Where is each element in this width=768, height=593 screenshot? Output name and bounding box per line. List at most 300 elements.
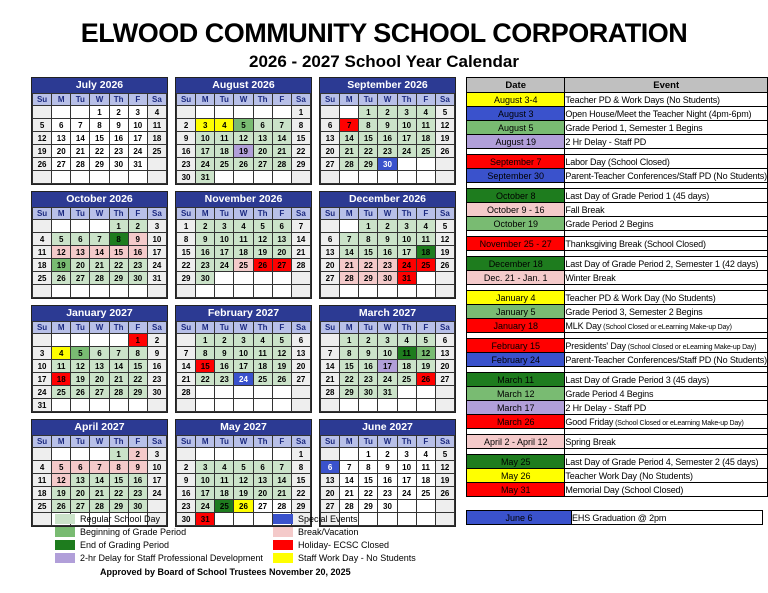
day-cell: 29 bbox=[340, 386, 359, 399]
day-cell: 13 bbox=[321, 246, 340, 259]
event-row bbox=[467, 415, 768, 429]
weekday-header: Sa bbox=[435, 436, 454, 448]
page-subtitle: 2026 - 2027 School Year Calendar bbox=[249, 52, 519, 71]
day-cell bbox=[234, 106, 253, 119]
day-cell bbox=[435, 272, 454, 285]
day-cell: 9 bbox=[177, 132, 196, 145]
month-august-2026 bbox=[175, 77, 312, 185]
day-cell: 13 bbox=[253, 132, 272, 145]
day-cell: 25 bbox=[253, 373, 272, 386]
day-cell: 16 bbox=[359, 360, 378, 373]
day-cell bbox=[234, 399, 253, 412]
day-cell: 3 bbox=[196, 119, 215, 132]
month-title: November 2026 bbox=[176, 192, 311, 207]
legend-label: Staff Work Day - No Students bbox=[298, 552, 416, 563]
event-desc-cell: Parent-Teacher Conferences/Staff PD (No Students) bbox=[565, 354, 767, 365]
legend-label: Special Events bbox=[298, 513, 358, 524]
day-cell: 2 bbox=[215, 334, 234, 347]
event-date-cell: September 30 bbox=[467, 169, 565, 183]
legend-item-break-vacation bbox=[273, 525, 416, 538]
day-cell bbox=[71, 285, 90, 298]
day-cell: 12 bbox=[52, 246, 71, 259]
day-cell: 9 bbox=[215, 347, 234, 360]
weekday-header: Th bbox=[253, 208, 272, 220]
day-cell: 27 bbox=[71, 500, 90, 513]
event-desc-cell: Teacher PD & Work Days (No Students) bbox=[565, 93, 768, 107]
weekday-header: Tu bbox=[71, 94, 90, 106]
day-cell: 18 bbox=[215, 487, 234, 500]
weekday-header: W bbox=[90, 436, 109, 448]
event-date-cell: January 18 bbox=[467, 319, 565, 333]
weekday-header: F bbox=[272, 208, 291, 220]
day-cell: 19 bbox=[272, 360, 291, 373]
day-cell: 23 bbox=[147, 373, 166, 386]
weekday-header: W bbox=[234, 322, 253, 334]
day-cell bbox=[196, 106, 215, 119]
day-cell: 25 bbox=[33, 272, 52, 285]
weekday-header: F bbox=[416, 94, 435, 106]
day-cell: 6 bbox=[321, 233, 340, 246]
day-cell: 4 bbox=[234, 220, 253, 233]
day-cell: 9 bbox=[378, 461, 397, 474]
event-desc-cell: Presidents' Day (School Closed or eLearning Make-up Day) bbox=[565, 339, 768, 353]
weekday-header: Tu bbox=[215, 436, 234, 448]
day-cell: 26 bbox=[234, 500, 253, 513]
day-cell bbox=[253, 448, 272, 461]
weekday-header: Sa bbox=[435, 208, 454, 220]
weekday-header: W bbox=[90, 94, 109, 106]
day-cell: 22 bbox=[128, 373, 147, 386]
day-cell: 9 bbox=[196, 233, 215, 246]
legend-swatch bbox=[55, 527, 75, 537]
day-cell bbox=[340, 220, 359, 233]
weekday-header: W bbox=[378, 208, 397, 220]
day-cell bbox=[416, 285, 435, 298]
day-cell bbox=[340, 448, 359, 461]
weekday-header: Th bbox=[253, 322, 272, 334]
day-cell: 8 bbox=[359, 233, 378, 246]
event-date-cell: August 5 bbox=[467, 121, 565, 135]
legend-item-special-events bbox=[273, 512, 416, 525]
day-cell bbox=[71, 399, 90, 412]
weekday-header: W bbox=[378, 94, 397, 106]
day-cell bbox=[71, 106, 90, 119]
weekday-header: F bbox=[128, 208, 147, 220]
day-cell: 26 bbox=[435, 259, 454, 272]
day-cell bbox=[128, 399, 147, 412]
day-cell: 1 bbox=[109, 448, 128, 461]
month-july-2026 bbox=[31, 77, 168, 185]
day-cell: 25 bbox=[215, 158, 234, 171]
day-cell: 14 bbox=[321, 360, 340, 373]
day-cell bbox=[234, 285, 253, 298]
day-cell bbox=[128, 171, 147, 184]
weekday-header: Th bbox=[109, 94, 128, 106]
day-cell: 27 bbox=[291, 373, 310, 386]
legend-label: Beginning of Grade Period bbox=[80, 526, 187, 537]
day-cell bbox=[291, 399, 310, 412]
event-desc-cell: Memorial Day (School Closed) bbox=[565, 483, 768, 497]
day-cell: 21 bbox=[71, 145, 90, 158]
weekday-header: Sa bbox=[435, 94, 454, 106]
day-cell: 6 bbox=[253, 461, 272, 474]
day-cell: 7 bbox=[90, 233, 109, 246]
day-cell: 9 bbox=[177, 474, 196, 487]
day-cell bbox=[147, 399, 166, 412]
day-cell bbox=[272, 171, 291, 184]
day-cell: 18 bbox=[33, 487, 52, 500]
day-cell: 22 bbox=[359, 259, 378, 272]
day-cell: 19 bbox=[234, 145, 253, 158]
day-cell bbox=[215, 285, 234, 298]
day-cell: 19 bbox=[52, 487, 71, 500]
weekday-header: Sa bbox=[291, 322, 310, 334]
month-title: July 2026 bbox=[32, 78, 167, 93]
day-cell: 26 bbox=[435, 145, 454, 158]
day-cell bbox=[253, 106, 272, 119]
weekday-header: M bbox=[340, 436, 359, 448]
day-cell: 8 bbox=[359, 461, 378, 474]
legend-swatch bbox=[55, 540, 75, 550]
event-desc-cell: Open House/Meet the Teacher Night (4pm-6pm) bbox=[565, 107, 768, 121]
day-cell: 12 bbox=[33, 132, 52, 145]
day-cell bbox=[109, 399, 128, 412]
day-cell: 9 bbox=[378, 233, 397, 246]
day-cell: 27 bbox=[321, 272, 340, 285]
weekday-header: W bbox=[234, 208, 253, 220]
day-cell: 14 bbox=[272, 474, 291, 487]
day-cell bbox=[397, 285, 416, 298]
day-cell: 4 bbox=[215, 461, 234, 474]
weekday-header: F bbox=[272, 322, 291, 334]
weekday-header: M bbox=[196, 94, 215, 106]
day-cell: 25 bbox=[416, 487, 435, 500]
month-title: April 2027 bbox=[32, 420, 167, 435]
day-cell: 4 bbox=[33, 461, 52, 474]
day-cell: 16 bbox=[177, 145, 196, 158]
event-date-cell: May 25 bbox=[467, 455, 565, 469]
day-cell: 10 bbox=[215, 233, 234, 246]
day-cell: 25 bbox=[416, 145, 435, 158]
day-cell: 24 bbox=[234, 373, 253, 386]
day-cell: 16 bbox=[378, 474, 397, 487]
weekday-header: F bbox=[128, 94, 147, 106]
day-cell: 9 bbox=[147, 347, 166, 360]
day-cell: 3 bbox=[234, 334, 253, 347]
day-cell bbox=[71, 448, 90, 461]
day-cell: 19 bbox=[234, 487, 253, 500]
day-cell bbox=[147, 171, 166, 184]
day-cell bbox=[321, 334, 340, 347]
day-cell bbox=[33, 334, 52, 347]
day-cell: 31 bbox=[196, 513, 215, 526]
day-cell bbox=[52, 399, 71, 412]
event-date-cell: October 9 - 16 bbox=[467, 203, 565, 217]
date-column-header: Date bbox=[467, 78, 565, 93]
day-cell: 20 bbox=[321, 487, 340, 500]
day-cell: 10 bbox=[196, 132, 215, 145]
weekday-header: Su bbox=[177, 208, 196, 220]
day-cell: 12 bbox=[435, 233, 454, 246]
day-cell: 21 bbox=[272, 487, 291, 500]
month-september-2026 bbox=[319, 77, 456, 185]
day-cell bbox=[52, 106, 71, 119]
day-cell bbox=[321, 171, 340, 184]
day-cell bbox=[378, 171, 397, 184]
day-cell: 15 bbox=[291, 474, 310, 487]
day-cell: 11 bbox=[234, 233, 253, 246]
day-cell: 3 bbox=[128, 106, 147, 119]
day-cell: 7 bbox=[71, 119, 90, 132]
event-date-cell: May 31 bbox=[467, 483, 565, 497]
day-cell: 25 bbox=[416, 259, 435, 272]
day-cell: 26 bbox=[52, 500, 71, 513]
day-cell: 23 bbox=[177, 500, 196, 513]
day-cell bbox=[234, 171, 253, 184]
event-note: (School Closed or eLearning Make-up Day) bbox=[613, 419, 744, 427]
weekday-header: Sa bbox=[291, 94, 310, 106]
weekday-header: Su bbox=[321, 94, 340, 106]
weekday-header: Tu bbox=[359, 436, 378, 448]
day-cell bbox=[90, 220, 109, 233]
day-cell bbox=[33, 513, 52, 526]
weekday-header: Th bbox=[397, 322, 416, 334]
weekday-header: Th bbox=[109, 322, 128, 334]
day-cell: 8 bbox=[196, 347, 215, 360]
day-cell bbox=[321, 106, 340, 119]
day-cell: 10 bbox=[128, 119, 147, 132]
event-desc-cell: Parent-Teacher Conferences/Staff PD (No Students) bbox=[565, 170, 767, 181]
day-cell bbox=[215, 386, 234, 399]
month-february-2027 bbox=[175, 305, 312, 413]
day-cell: 23 bbox=[128, 259, 147, 272]
day-cell: 31 bbox=[128, 158, 147, 171]
day-cell: 28 bbox=[109, 386, 128, 399]
day-cell: 13 bbox=[71, 246, 90, 259]
day-cell bbox=[435, 386, 454, 399]
day-cell: 17 bbox=[128, 132, 147, 145]
day-cell: 27 bbox=[272, 259, 291, 272]
day-cell: 20 bbox=[291, 360, 310, 373]
weekday-header: Su bbox=[177, 94, 196, 106]
day-cell: 15 bbox=[359, 132, 378, 145]
weekday-header: Su bbox=[321, 436, 340, 448]
weekday-header: Tu bbox=[215, 322, 234, 334]
event-desc-cell: Teacher Work Day (No Students) bbox=[565, 469, 768, 483]
day-cell: 27 bbox=[90, 386, 109, 399]
weekday-header: Tu bbox=[359, 322, 378, 334]
day-cell: 29 bbox=[359, 272, 378, 285]
event-desc-cell: Winter Break bbox=[565, 271, 768, 285]
day-cell bbox=[435, 513, 454, 526]
weekday-header: Th bbox=[253, 94, 272, 106]
day-cell: 22 bbox=[109, 487, 128, 500]
day-cell: 24 bbox=[128, 145, 147, 158]
day-cell: 6 bbox=[435, 334, 454, 347]
day-cell: 5 bbox=[435, 106, 454, 119]
month-title: September 2026 bbox=[320, 78, 455, 93]
day-cell: 22 bbox=[177, 259, 196, 272]
day-cell: 7 bbox=[340, 119, 359, 132]
day-cell: 2 bbox=[128, 448, 147, 461]
day-cell: 3 bbox=[196, 461, 215, 474]
day-cell: 8 bbox=[128, 347, 147, 360]
day-cell: 18 bbox=[416, 474, 435, 487]
weekday-header: Tu bbox=[359, 208, 378, 220]
day-cell: 30 bbox=[128, 500, 147, 513]
day-cell: 11 bbox=[416, 233, 435, 246]
day-cell bbox=[378, 399, 397, 412]
day-cell bbox=[416, 500, 435, 513]
day-cell: 9 bbox=[359, 347, 378, 360]
day-cell: 6 bbox=[321, 461, 340, 474]
legend-label: End of Grading Period bbox=[80, 539, 170, 550]
event-desc-cell: Last Day of Grade Period 3 (45 days) bbox=[565, 373, 768, 387]
day-cell: 6 bbox=[291, 334, 310, 347]
weekday-header: M bbox=[340, 322, 359, 334]
event-desc-cell: EHS Graduation @ 2pm bbox=[572, 511, 763, 525]
month-october-2026 bbox=[31, 191, 168, 299]
day-cell: 29 bbox=[291, 500, 310, 513]
day-cell: 7 bbox=[109, 347, 128, 360]
day-cell: 3 bbox=[33, 347, 52, 360]
day-cell: 27 bbox=[321, 500, 340, 513]
day-cell: 2 bbox=[378, 448, 397, 461]
weekday-header: Sa bbox=[147, 322, 166, 334]
day-cell: 14 bbox=[272, 132, 291, 145]
weekday-header: Tu bbox=[215, 208, 234, 220]
legend-label: 2-hr Delay for Staff Professional Development bbox=[80, 552, 263, 563]
event-desc-cell: Last Day of Grade Period 4, Semester 2 (45 days) bbox=[565, 455, 768, 469]
day-cell: 20 bbox=[321, 145, 340, 158]
day-cell bbox=[109, 285, 128, 298]
day-cell: 13 bbox=[71, 474, 90, 487]
day-cell: 2 bbox=[177, 461, 196, 474]
day-cell: 29 bbox=[128, 386, 147, 399]
day-cell: 21 bbox=[90, 259, 109, 272]
day-cell: 20 bbox=[321, 259, 340, 272]
day-cell: 29 bbox=[291, 158, 310, 171]
legend-label: Regular School Day bbox=[80, 513, 161, 524]
day-cell bbox=[33, 220, 52, 233]
day-cell: 12 bbox=[416, 347, 435, 360]
weekday-header: M bbox=[340, 94, 359, 106]
day-cell: 7 bbox=[177, 347, 196, 360]
event-date-cell: Dec. 21 - Jan. 1 bbox=[467, 271, 565, 285]
day-cell bbox=[321, 448, 340, 461]
day-cell: 30 bbox=[359, 386, 378, 399]
day-cell: 23 bbox=[215, 373, 234, 386]
day-cell: 18 bbox=[234, 246, 253, 259]
weekday-header: W bbox=[234, 436, 253, 448]
day-cell: 21 bbox=[109, 373, 128, 386]
day-cell: 14 bbox=[90, 474, 109, 487]
day-cell bbox=[253, 285, 272, 298]
event-date-cell: March 12 bbox=[467, 387, 565, 401]
day-cell: 20 bbox=[272, 246, 291, 259]
day-cell: 17 bbox=[397, 474, 416, 487]
event-date-cell: October 19 bbox=[467, 217, 565, 231]
legend-swatch bbox=[273, 553, 293, 563]
weekday-header: Sa bbox=[291, 208, 310, 220]
day-cell bbox=[196, 386, 215, 399]
day-cell: 11 bbox=[215, 474, 234, 487]
day-cell bbox=[291, 272, 310, 285]
day-cell: 11 bbox=[33, 474, 52, 487]
day-cell: 22 bbox=[109, 259, 128, 272]
day-cell bbox=[234, 386, 253, 399]
event-row bbox=[467, 135, 768, 149]
day-cell bbox=[71, 171, 90, 184]
day-cell: 28 bbox=[177, 386, 196, 399]
weekday-header: F bbox=[128, 436, 147, 448]
weekday-header: Sa bbox=[291, 436, 310, 448]
day-cell: 21 bbox=[321, 373, 340, 386]
day-cell: 17 bbox=[215, 246, 234, 259]
day-cell: 20 bbox=[253, 145, 272, 158]
day-cell bbox=[291, 285, 310, 298]
day-cell: 11 bbox=[253, 347, 272, 360]
event-desc-cell: Thanksgiving Break (School Closed) bbox=[565, 237, 768, 251]
day-cell: 11 bbox=[416, 461, 435, 474]
day-cell: 19 bbox=[253, 246, 272, 259]
day-cell: 30 bbox=[147, 386, 166, 399]
event-row bbox=[467, 93, 768, 107]
day-cell: 30 bbox=[177, 171, 196, 184]
day-cell: 3 bbox=[397, 448, 416, 461]
approval-note: Approved by Board of School Trustees November 20, 2025 bbox=[100, 567, 351, 577]
day-cell bbox=[234, 272, 253, 285]
day-cell: 24 bbox=[397, 145, 416, 158]
day-cell: 21 bbox=[291, 246, 310, 259]
day-cell: 17 bbox=[147, 474, 166, 487]
day-cell: 5 bbox=[435, 448, 454, 461]
day-cell bbox=[215, 106, 234, 119]
day-cell: 1 bbox=[291, 448, 310, 461]
day-cell bbox=[90, 448, 109, 461]
event-desc-cell: 2 Hr Delay - Staff PD bbox=[565, 135, 768, 149]
legend-item-end-of-grading-period bbox=[55, 538, 263, 551]
weekday-header: Sa bbox=[147, 208, 166, 220]
day-cell: 29 bbox=[359, 158, 378, 171]
day-cell: 1 bbox=[128, 334, 147, 347]
day-cell: 11 bbox=[416, 119, 435, 132]
weekday-header: W bbox=[378, 322, 397, 334]
day-cell: 2 bbox=[128, 220, 147, 233]
months-grid bbox=[31, 77, 456, 527]
day-cell: 5 bbox=[52, 461, 71, 474]
day-cell: 20 bbox=[71, 487, 90, 500]
event-row bbox=[467, 121, 768, 135]
day-cell bbox=[33, 171, 52, 184]
event-desc-cell: Labor Day (School Closed) bbox=[565, 155, 768, 169]
day-cell bbox=[90, 399, 109, 412]
day-cell: 14 bbox=[340, 246, 359, 259]
event-desc-cell: Teacher PD & Work Day (No Students) bbox=[565, 291, 768, 305]
day-cell: 8 bbox=[291, 119, 310, 132]
day-cell: 19 bbox=[71, 373, 90, 386]
day-cell: 2 bbox=[378, 220, 397, 233]
day-cell: 16 bbox=[147, 360, 166, 373]
day-cell: 26 bbox=[272, 373, 291, 386]
day-cell: 26 bbox=[52, 272, 71, 285]
day-cell: 14 bbox=[177, 360, 196, 373]
weekday-header: Su bbox=[33, 94, 52, 106]
day-cell: 4 bbox=[416, 106, 435, 119]
weekday-header: Th bbox=[397, 94, 416, 106]
weekday-header: M bbox=[196, 208, 215, 220]
day-cell: 19 bbox=[435, 132, 454, 145]
